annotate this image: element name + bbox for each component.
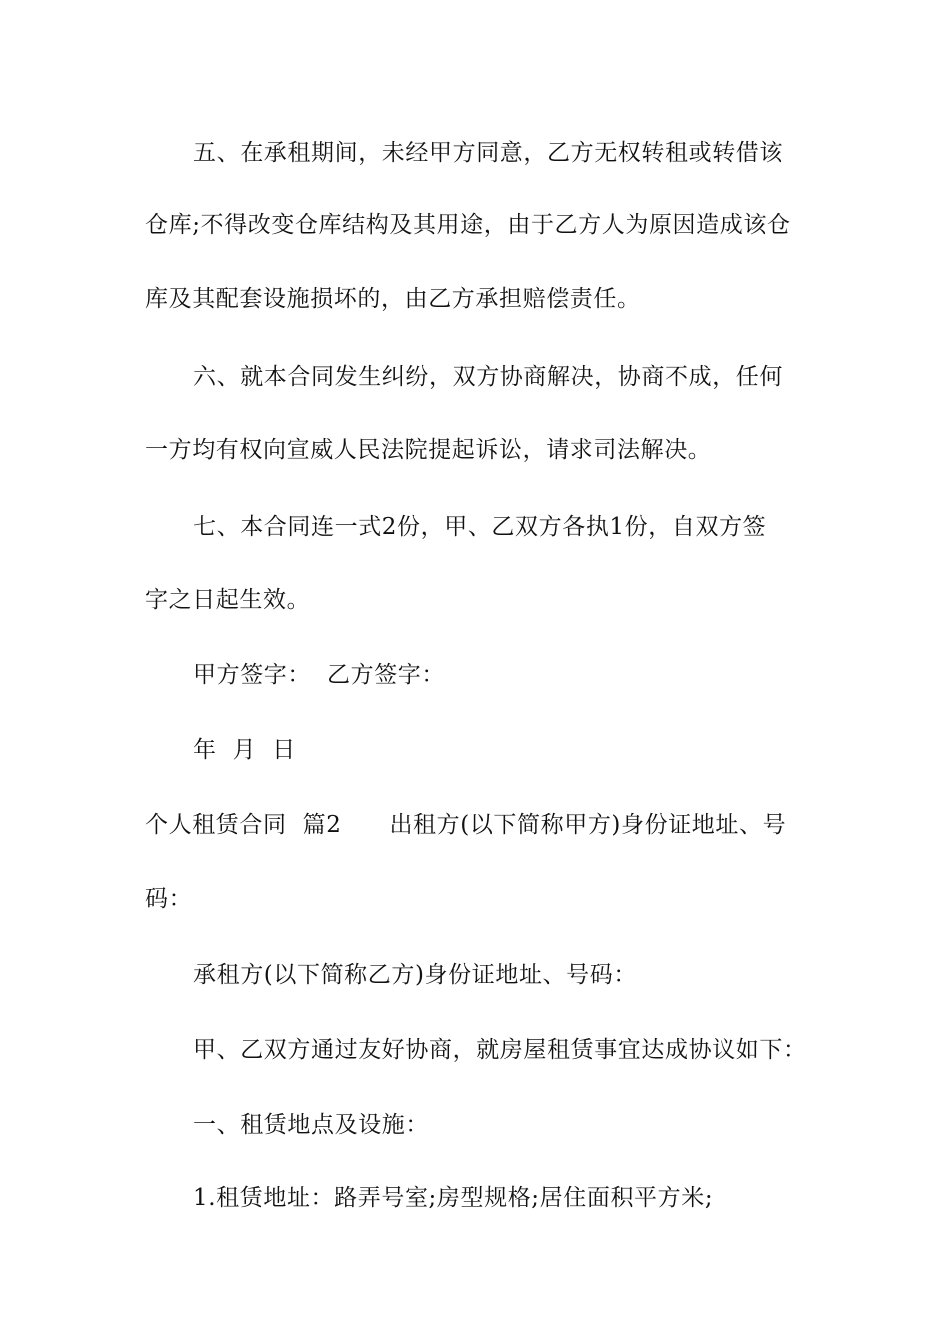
contract-part-number: 篇2 [302,812,342,838]
date-month-label: 月 [232,737,257,763]
party-b-signature-label: 乙方签字： [327,662,445,688]
lessee-info-line: 承租方(以下简称乙方)身份证地址、号码： [193,962,637,988]
contract-2-heading-line [145,810,815,840]
agreement-intro-line: 甲、乙双方通过友好协商，就房屋租赁事宜达成协议如下： [193,1037,807,1063]
lessor-info-line-2: 码： [145,886,193,912]
contract-title: 个人租赁合同 [145,812,287,838]
clause-6-line-1: 六、就本合同发生纠纷，双方协商解决，协商不成，任何 [193,364,783,390]
clause-7-line-2: 字之日起生效。 [145,587,311,613]
date-year-label: 年 [193,737,217,763]
date-line [193,735,863,765]
signature-line [193,660,863,690]
clause-5-line-1: 五、在承租期间，未经甲方同意，乙方无权转租或转借该 [193,140,783,166]
clause-6-line-2: 一方均有权向宣威人民法院提起诉讼，请求司法解决。 [145,437,712,463]
clause-5-line-2: 仓库;不得改变仓库结构及其用途，由于乙方人为原因造成该仓 [145,212,791,238]
lessor-info-line-1: 出租方(以下简称甲方)身份证地址、号 [389,812,787,838]
section-1-heading: 一、租赁地点及设施： [193,1112,429,1138]
clause-7-line-1: 七、本合同连一式2份，甲、乙双方各执1份，自双方签 [193,514,767,540]
date-day-label: 日 [272,737,296,763]
clause-5-line-3: 库及其配套设施损坏的，由乙方承担赔偿责任。 [145,286,641,312]
rental-address-line: 1.租赁地址：路弄号室;房型规格;居住面积平方米; [193,1185,714,1211]
party-a-signature-label: 甲方签字： [193,662,311,688]
